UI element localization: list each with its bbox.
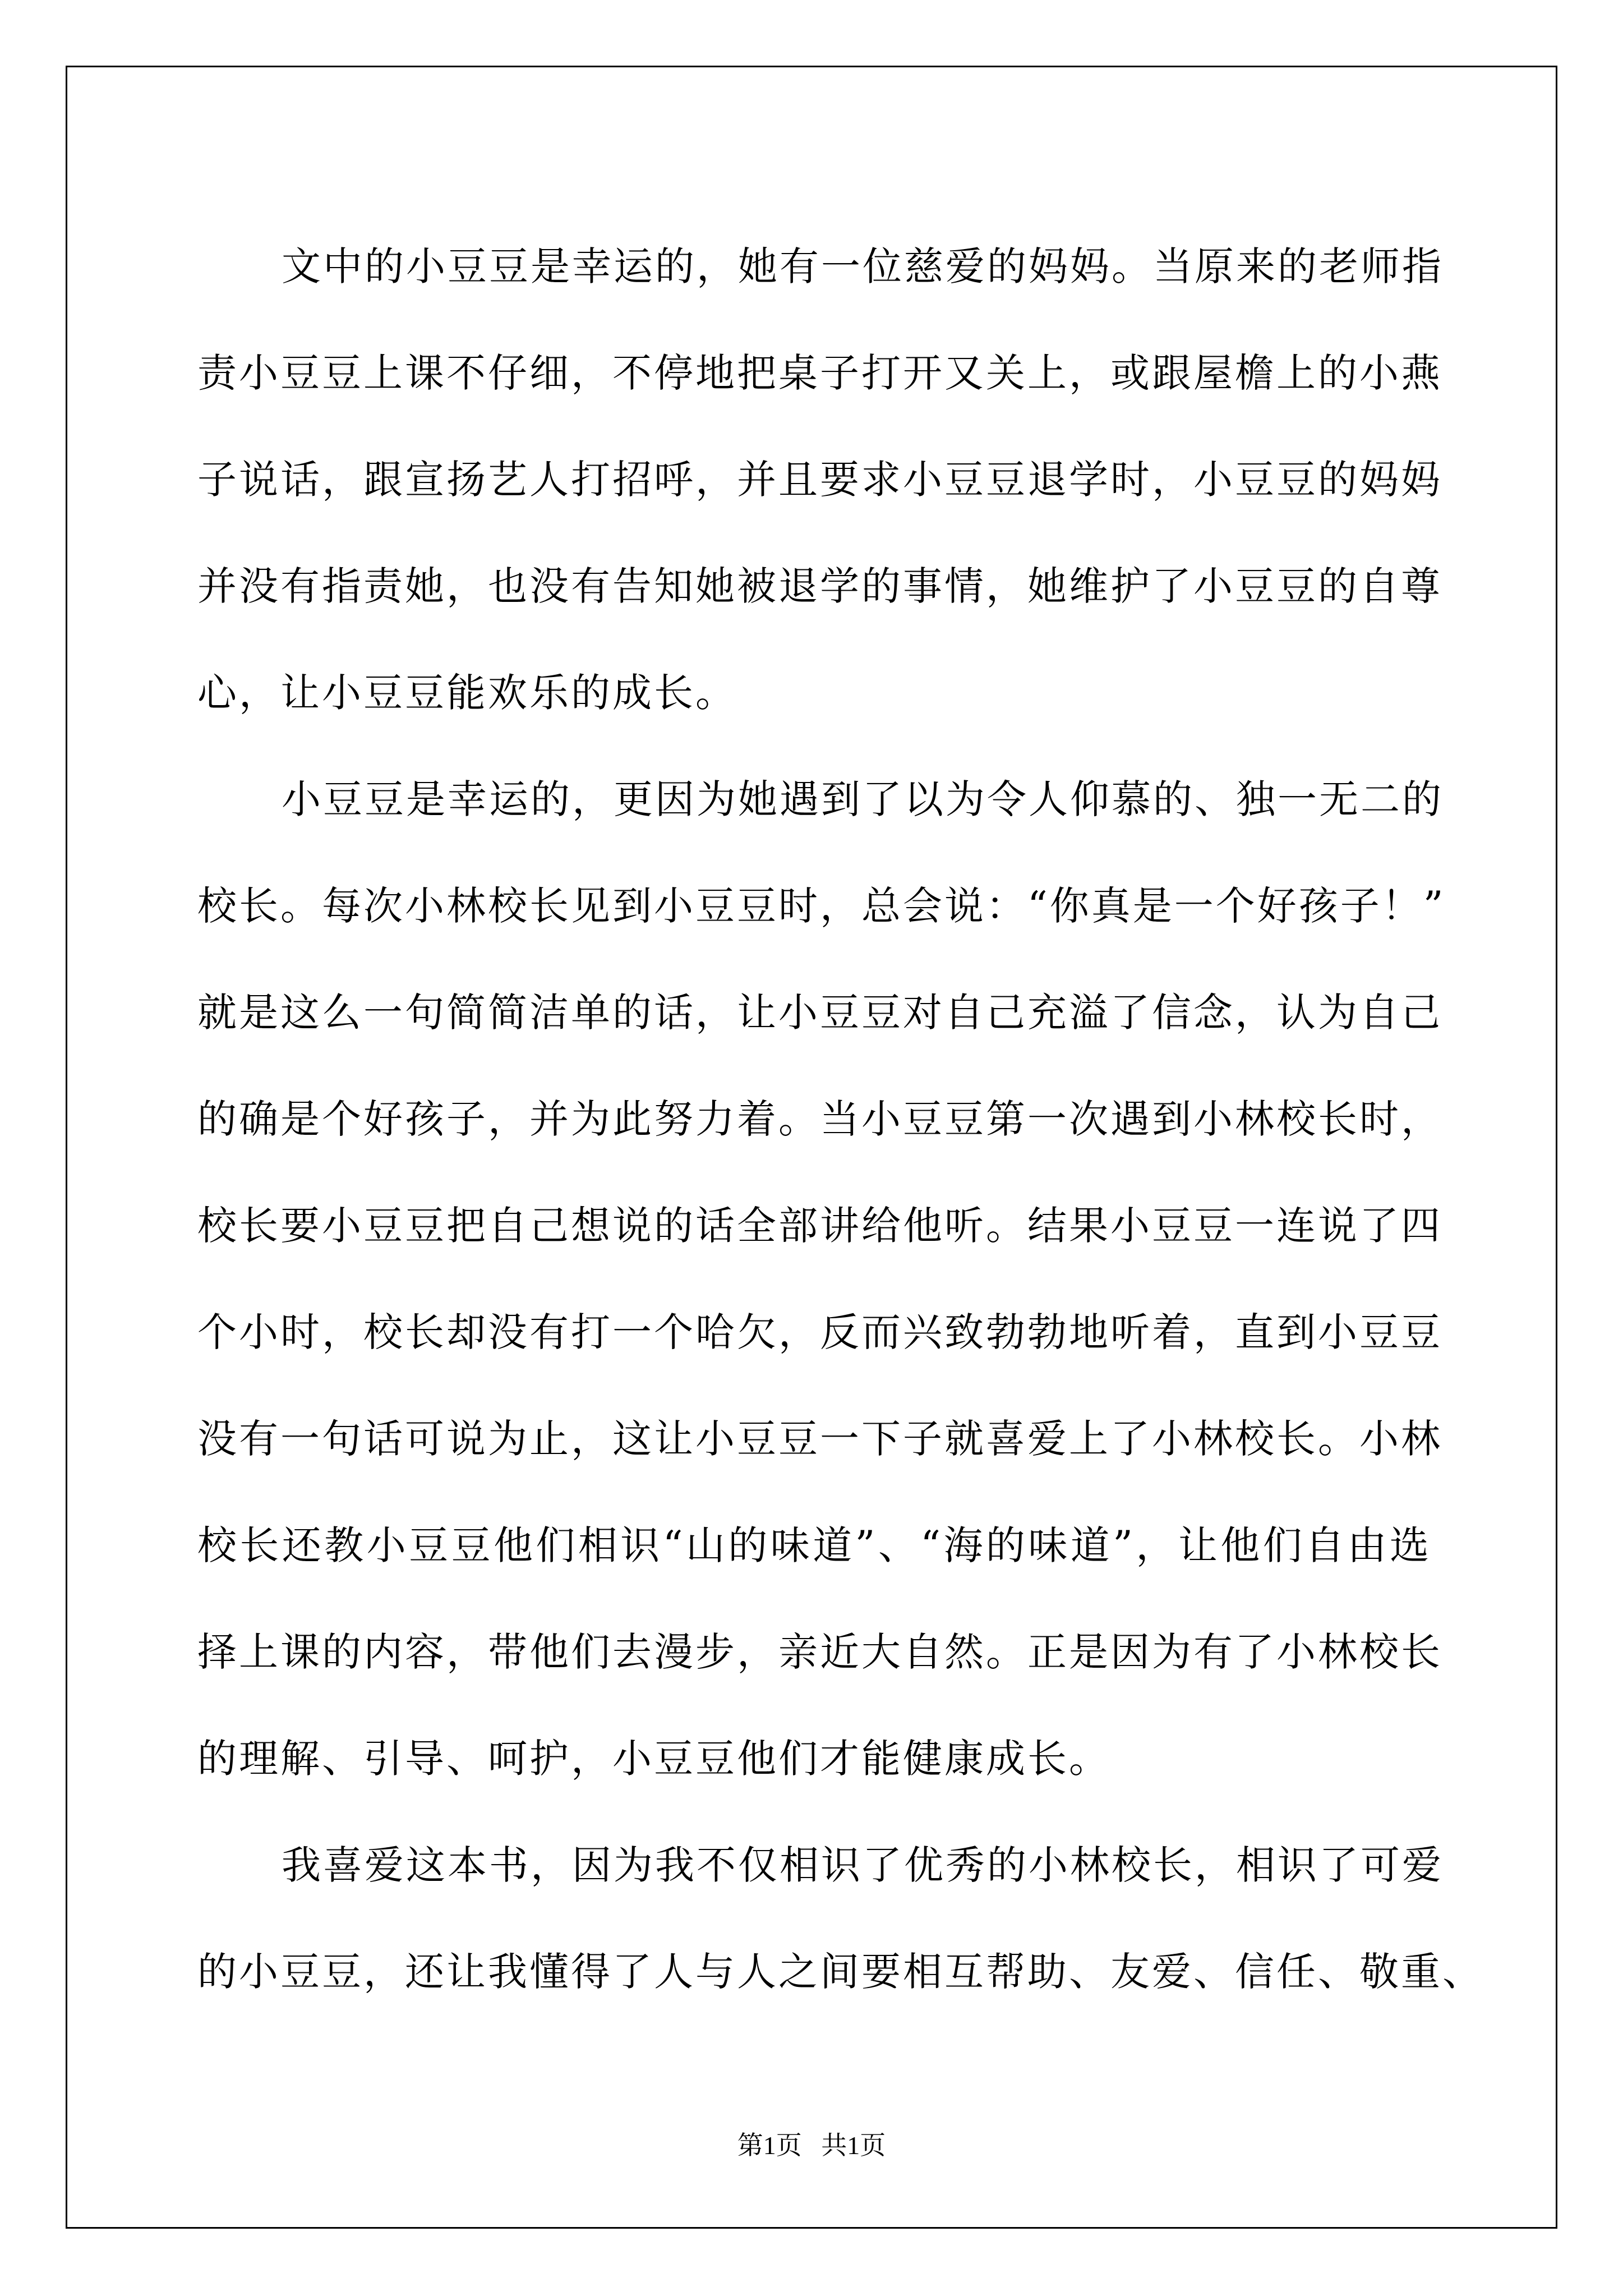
page-footer bbox=[0, 2129, 1623, 2162]
text-line: 文中的小豆豆是幸运的，她有一位慈爱的妈妈。当原来的老师指 bbox=[282, 243, 1444, 289]
text-line: 的理解、引导、呵护，小豆豆他们才能健康成长。 bbox=[197, 1736, 1110, 1782]
text-line: 的小豆豆，还让我懂得了人与人之间要相互帮助、友爱、信任、敬重、 bbox=[197, 1949, 1484, 1995]
text-line: 择上课的内容，带他们去漫步，亲近大自然。正是因为有了小林校长 bbox=[197, 1629, 1442, 1675]
text-line: 校长。每次小林校长见到小豆豆时，总会说：“你真是一个好孩子！” bbox=[197, 883, 1446, 929]
text-line: 并没有指责她，也没有告知她被退学的事情，她维护了小豆豆的自尊 bbox=[197, 563, 1442, 609]
text-line: 我喜爱这本书，因为我不仅相识了优秀的小林校长，相识了可爱 bbox=[282, 1842, 1444, 1888]
text-line: 心，让小豆豆能欢乐的成长。 bbox=[197, 670, 737, 716]
text-line: 个小时，校长却没有打一个哈欠，反而兴致勃勃地听着，直到小豆豆 bbox=[197, 1309, 1442, 1355]
text-line: 没有一句话可说为止，这让小豆豆一下子就喜爱上了小林校长。小林 bbox=[197, 1416, 1442, 1462]
text-line: 校长还教小豆豆他们相识“山的味道”、“海的味道”，让他们自由选 bbox=[197, 1522, 1431, 1568]
document-body bbox=[197, 213, 1484, 2025]
text-line: 子说话，跟宣扬艺人打招呼，并且要求小豆豆退学时，小豆豆的妈妈 bbox=[197, 457, 1442, 503]
page-number: 第1页 bbox=[737, 2131, 802, 2160]
text-line: 责小豆豆上课不仔细，不停地把桌子打开又关上，或跟屋檐上的小燕 bbox=[197, 350, 1442, 396]
text-line: 就是这么一句简简洁单的话，让小豆豆对自己充溢了信念，认为自己 bbox=[197, 990, 1442, 1036]
text-line: 校长要小豆豆把自己想说的话全部讲给他听。结果小豆豆一连说了四 bbox=[197, 1203, 1442, 1249]
text-line: 的确是个好孩子，并为此努力着。当小豆豆第一次遇到小林校长时， bbox=[197, 1096, 1442, 1142]
page-total: 共1页 bbox=[821, 2131, 886, 2160]
text-line: 小豆豆是幸运的，更因为她遇到了以为令人仰慕的、独一无二的 bbox=[282, 776, 1444, 822]
